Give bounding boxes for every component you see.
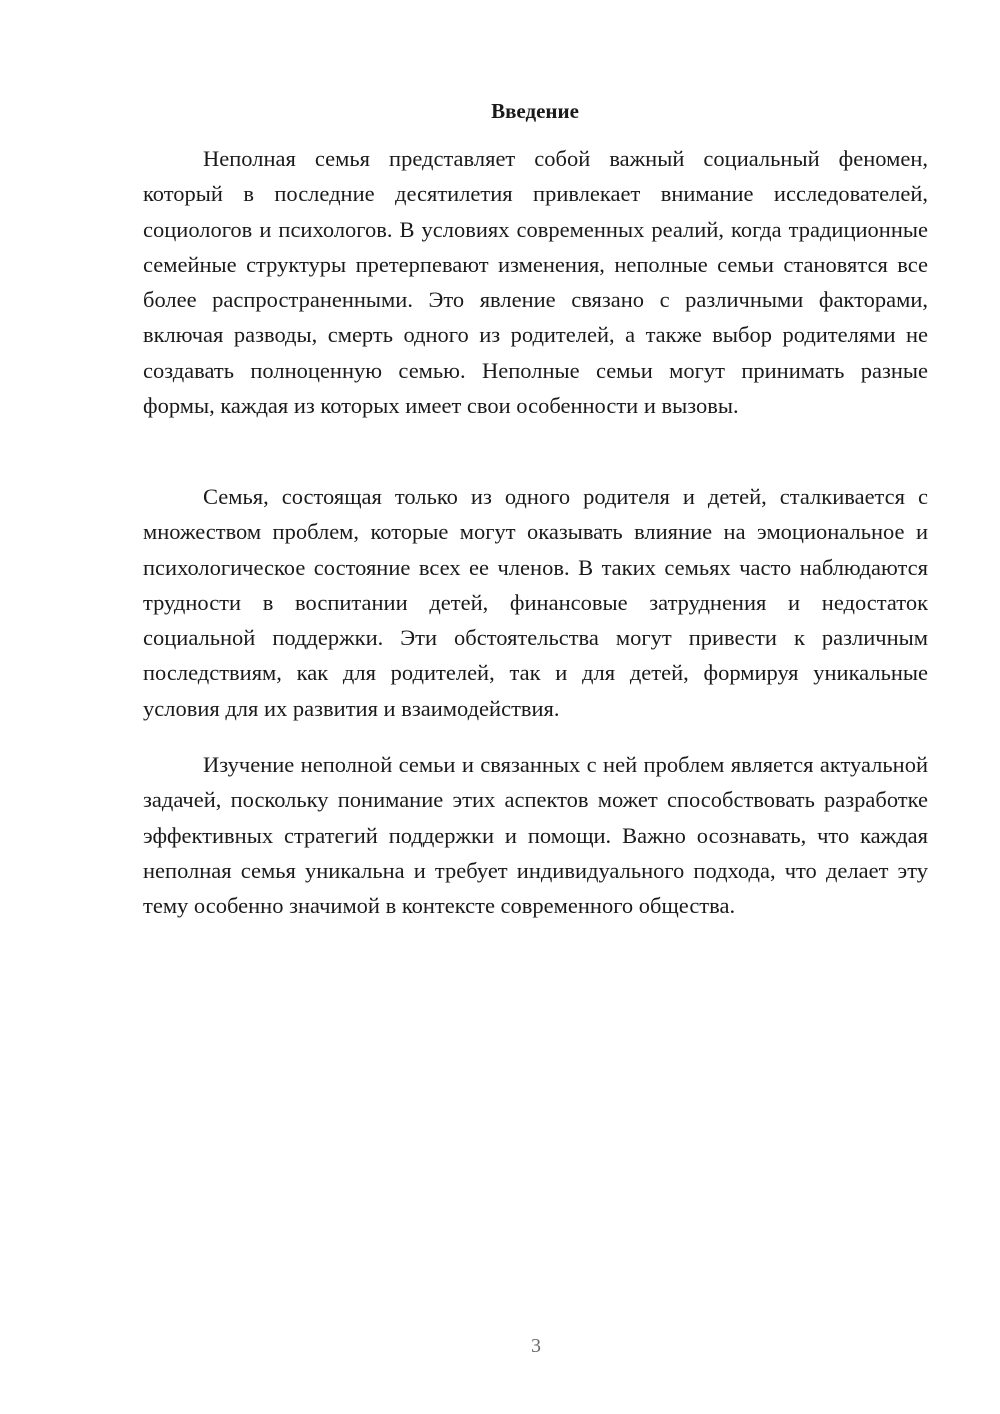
page-number: 3 (531, 1335, 541, 1357)
paragraph-1: Неполная семья представляет собой важный социальный феномен, который в последние десятилетия привлекает внимание исследователей, социологов и психологов. В условиях современных реалий, когда традиционные семейные структуры претерпевают изменения, неполные семьи становятся все более распространенными. Это явление связано с различными факторами, включая разводы, смерть одного из родителей, а также выбор родителями не создавать полноценную семью. Неполные семьи могут принимать разные формы, каждая из которых имеет свои особенности и вызовы. (143, 146, 928, 419)
section-title: Введение (491, 99, 579, 123)
paragraph-2: Семья, состоящая только из одного родителя и детей, сталкивается с множеством проблем, которые могут оказывать влияние на эмоциональное и психологическое состояние всех ее членов. В таких семьях часто наблюдаются трудности в воспитании детей, финансовые затруднения и недостаток социальной поддержки. Эти обстоятельства могут привести к различным последствиям, как для родителей, так и для детей, формируя уникальные условия для их развития и взаимодействия. (143, 484, 928, 721)
paragraph-3: Изучение неполной семьи и связанных с ней проблем является актуальной задачей, поскольку понимание этих аспектов может способствовать разработке эффективных стратегий поддержки и помощи. Важно осознавать, что каждая неполная семья уникальна и требует индивидуального подхода, что делает эту тему особенно значимой в контексте современного общества. (143, 752, 928, 919)
